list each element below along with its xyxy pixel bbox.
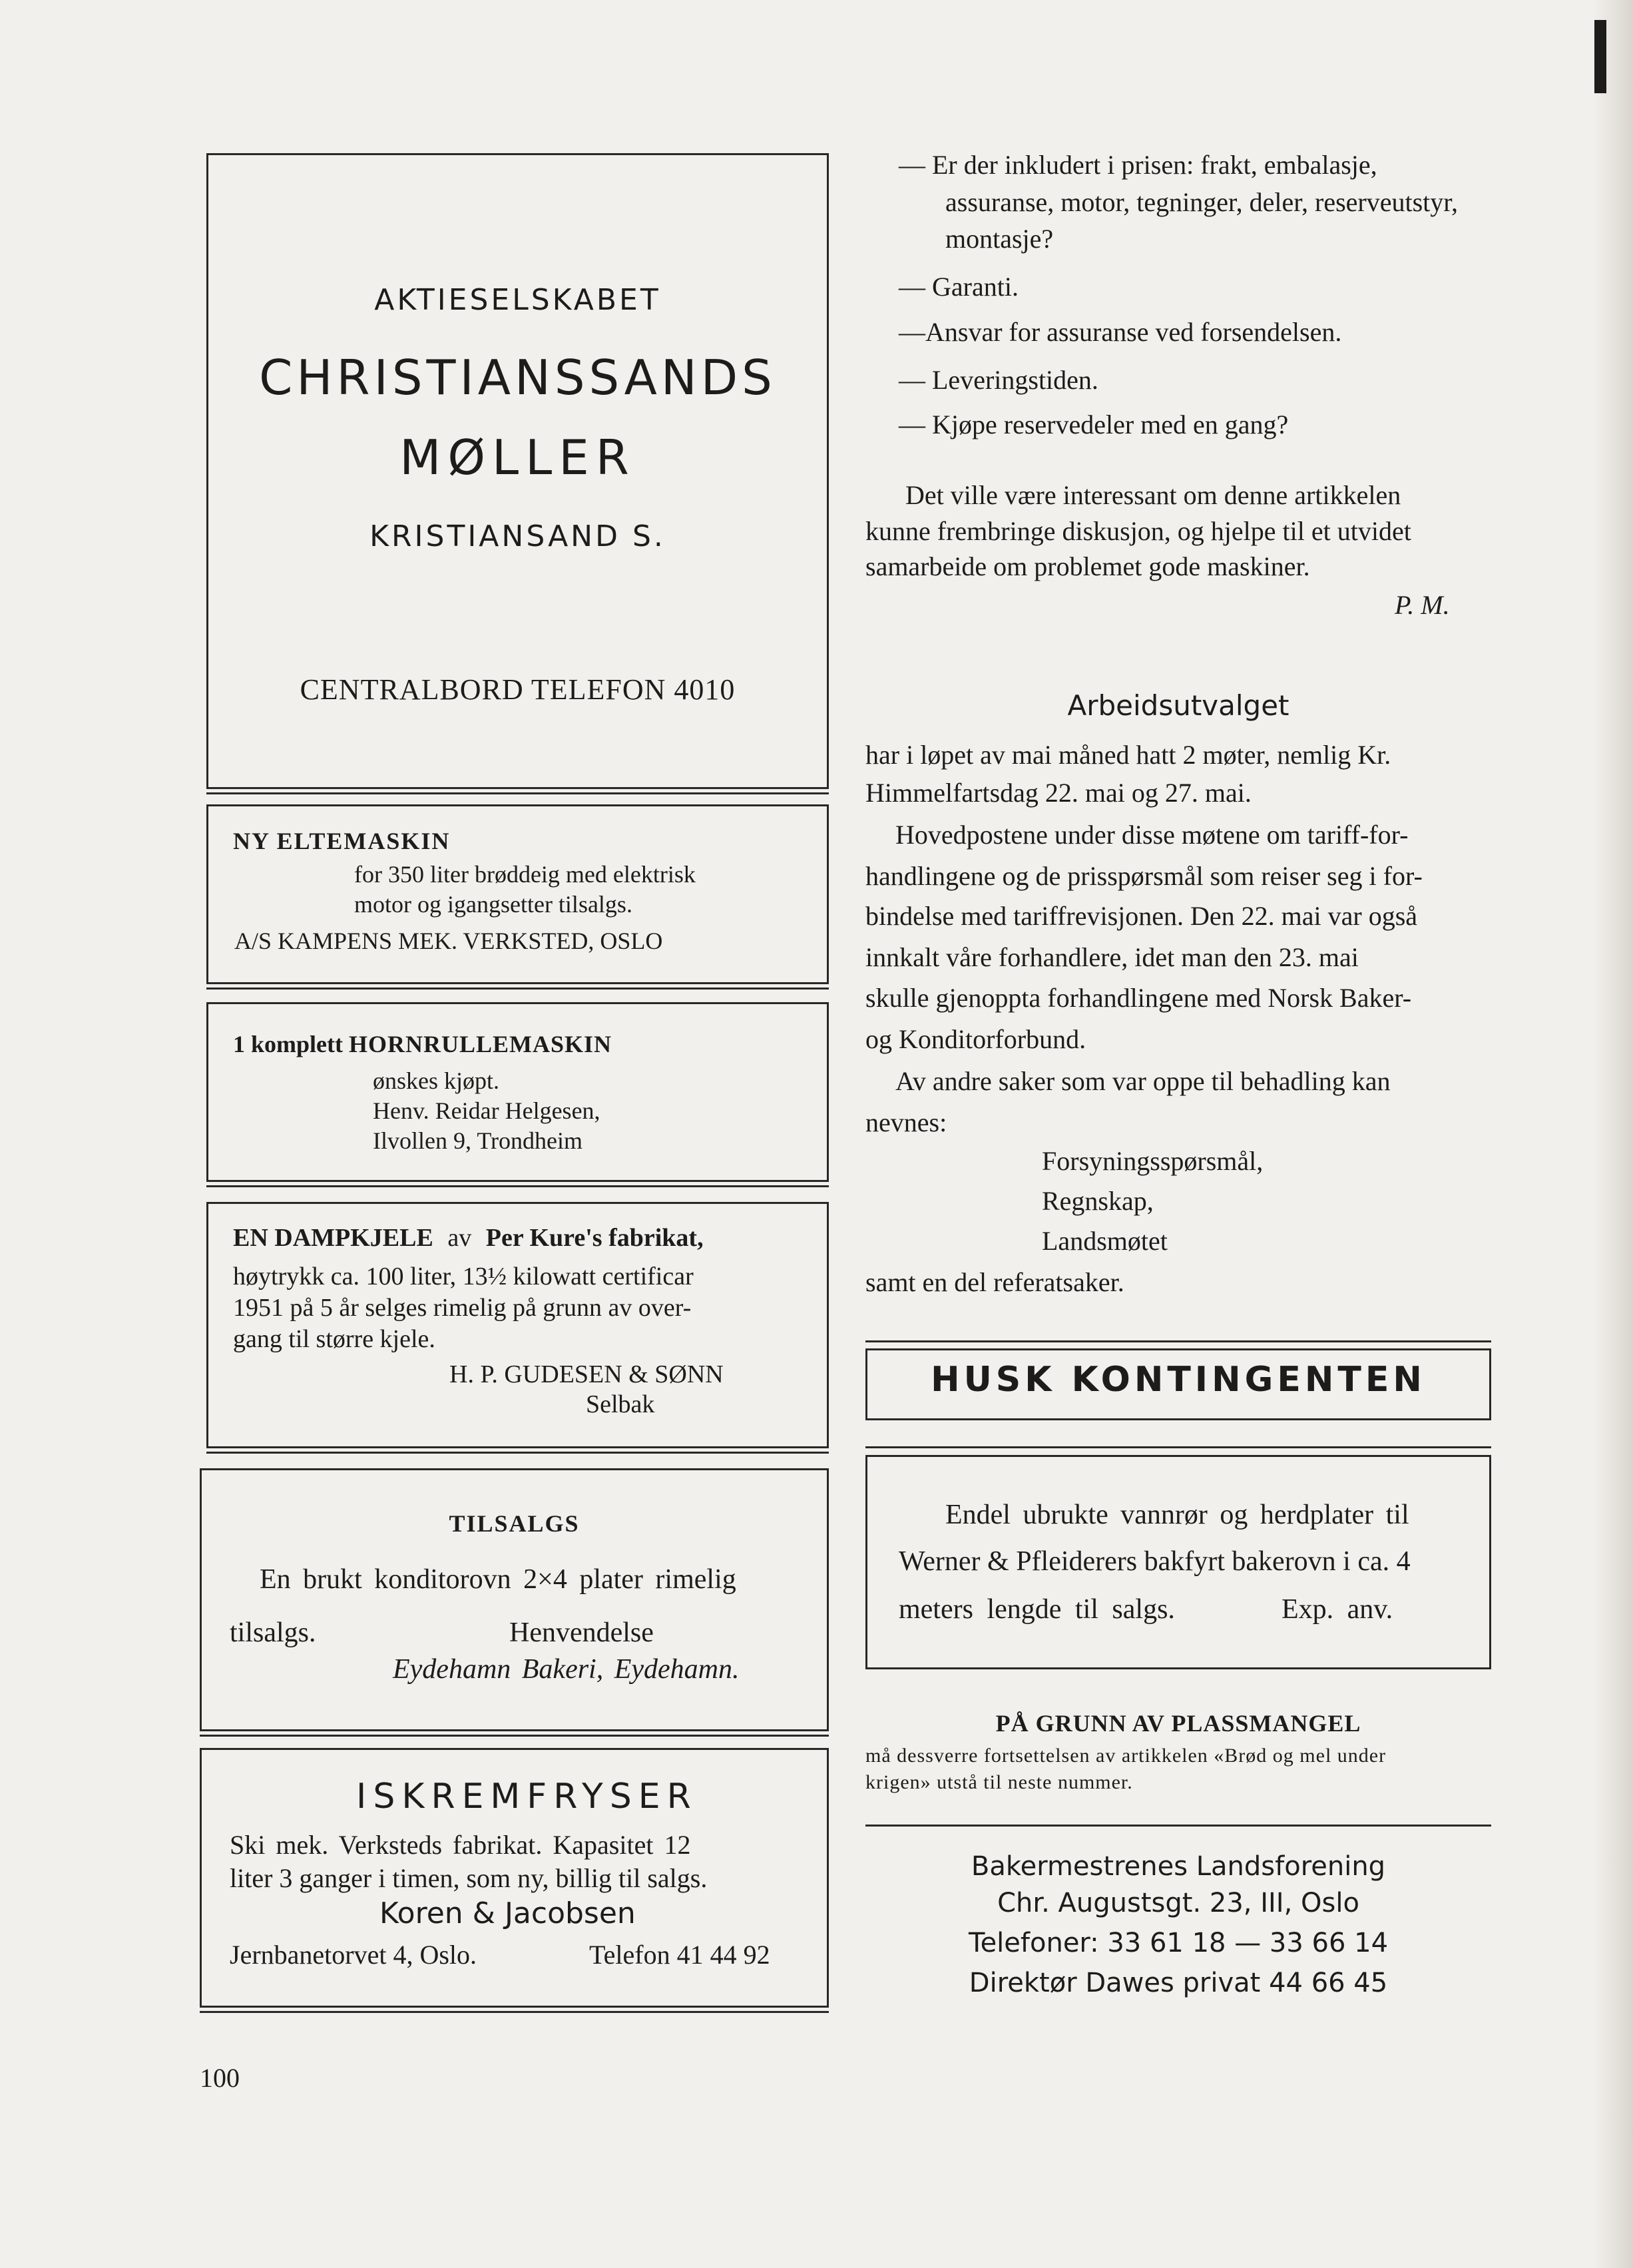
notice-title: PÅ GRUNN AV PLASSMANGEL <box>995 1710 1361 1737</box>
ad-text: høytrykk ca. 100 liter, 13½ kilowatt certificar <box>233 1263 694 1290</box>
text-line: —Ansvar for assuranse ved forsendelsen. <box>899 317 1342 347</box>
section-title: Arbeidsutvalget <box>1067 689 1289 722</box>
ad-company-city: KRISTIANSAND S. <box>369 519 666 553</box>
article-signature: P. M. <box>1395 590 1450 620</box>
corner-mark <box>1594 20 1606 93</box>
ad-text: Henv. Reidar Helgesen, <box>373 1097 600 1124</box>
ad-text: Eydehamn Bakeri, Eydehamn. <box>393 1654 740 1685</box>
text-line: samt en del referatsaker. <box>865 1267 1124 1297</box>
text-line: og Konditorforbund. <box>865 1024 1086 1054</box>
divider <box>206 988 829 990</box>
list-item: Forsyningsspørsmål, <box>1042 1146 1264 1176</box>
text-line: Av andre saker som var oppe til behadling kan <box>895 1066 1391 1096</box>
ad-text: ønskes kjøpt. <box>373 1067 500 1094</box>
ad-title: NY ELTEMASKIN <box>233 828 451 854</box>
text-line: Det ville være interessant om denne artikkelen <box>905 480 1401 510</box>
ad-phone: CENTRALBORD TELEFON 4010 <box>300 673 736 706</box>
text-line: innkalt våre forhandlere, idet man den 23. mai <box>865 942 1359 972</box>
husk-kontingenten: HUSK KONTINGENTEN <box>931 1360 1426 1400</box>
divider <box>200 2011 829 2013</box>
ad-title-mid: av <box>447 1224 472 1252</box>
ad-title-prefix <box>233 1029 612 1059</box>
text-line: kunne frembringe diskusjon, og hjelpe til et utvidet <box>865 516 1411 546</box>
ad-phone: Telefon 41 44 92 <box>589 1940 770 1970</box>
ad-text: gang til større kjele. <box>233 1325 435 1353</box>
notice-text: krigen» utstå til neste nummer. <box>865 1771 1133 1793</box>
ad-title: EN DAMPKJELE <box>233 1224 433 1252</box>
ad-text: Ski mek. Verksteds fabrikat. Kapasitet 12 <box>230 1830 691 1860</box>
ad-text: En brukt konditorovn 2×4 plater rimelig <box>260 1564 736 1595</box>
text-line: bindelse med tariffrevisjonen. Den 22. mai var også <box>865 901 1418 931</box>
text-line: — Er der inkludert i prisen: frakt, embalasje, <box>899 150 1377 180</box>
ad-company-name-2: MØLLER <box>399 429 636 485</box>
text-line: samarbeide om problemet gode maskiner. <box>865 551 1310 581</box>
ad-company: Koren & Jacobsen <box>379 1896 636 1930</box>
divider <box>206 792 829 794</box>
ad-company-type: AKTIESELSKABET <box>374 283 661 317</box>
ad-title-prefix-text: 1 komplett <box>233 1031 343 1057</box>
text-line: Hovedpostene under disse møtene om tariff-for- <box>895 820 1409 850</box>
text-line: nevnes: <box>865 1107 947 1137</box>
page-shadow <box>1593 0 1633 2268</box>
text-line: handlingene og de prisspørsmål som reiser seg i for- <box>865 861 1423 891</box>
ad-title: HORNRULLEMASKIN <box>349 1031 612 1057</box>
ad-signature-place: Selbak <box>586 1390 655 1418</box>
ad-title: TILSALGS <box>449 1510 580 1537</box>
page-number: 100 <box>200 2063 240 2093</box>
ad-title-end: Per Kure's fabrikat, <box>485 1224 704 1252</box>
divider <box>206 1452 829 1454</box>
footer-line: Bakermestrenes Landsforening <box>971 1851 1386 1882</box>
divider <box>865 1825 1491 1827</box>
ad-text: for 350 liter brøddeig med elektrisk <box>354 861 696 888</box>
text-line: skulle gjenoppta forhandlingene med Norsk Baker- <box>865 983 1412 1013</box>
footer-line: Chr. Augustsgt. 23, III, Oslo <box>997 1888 1359 1918</box>
ad-address: Jernbanetorvet 4, Oslo. <box>230 1940 477 1970</box>
divider <box>206 1185 829 1187</box>
ad-signature: A/S KAMPENS MEK. VERKSTED, OSLO <box>234 928 663 954</box>
text-line: — Garanti. <box>899 272 1019 302</box>
text-line: har i løpet av mai måned hatt 2 møter, nemlig Kr. <box>865 740 1391 770</box>
ad-text: tilsalgs. <box>230 1617 316 1648</box>
divider <box>200 1735 829 1737</box>
divider <box>865 1340 1491 1342</box>
text-line: — Kjøpe reservedeler med en gang? <box>899 410 1289 439</box>
text-line: — Leveringstiden. <box>899 365 1098 395</box>
text-line: Himmelfartsdag 22. mai og 27. mai. <box>865 778 1252 808</box>
list-item: Regnskap, <box>1042 1186 1154 1216</box>
list-item: Landsmøtet <box>1042 1226 1168 1256</box>
ad-title-line <box>233 1222 806 1254</box>
ad-text: motor og igangsetter tilsalgs. <box>354 891 632 918</box>
ad-text: meters lengde til salgs. <box>899 1594 1175 1625</box>
ad-company-name: CHRISTIANSSANDS <box>259 350 776 406</box>
notice-text: må dessverre fortsettelsen av artikkelen «Brød og mel under <box>865 1745 1387 1767</box>
ad-text: Henvendelse <box>509 1617 654 1648</box>
ad-text: Exp. anv. <box>1282 1594 1393 1625</box>
ad-text: Werner & Pfleiderers bakfyrt bakerovn i ca. 4 <box>899 1546 1411 1577</box>
ad-text: Endel ubrukte vannrør og herdplater til <box>945 1500 1409 1530</box>
divider <box>865 1446 1491 1448</box>
ad-text: liter 3 ganger i timen, som ny, billig til salgs. <box>230 1863 708 1893</box>
ad-text: Ilvollen 9, Trondheim <box>373 1127 583 1154</box>
ad-text: 1951 på 5 år selges rimelig på grunn av over- <box>233 1294 692 1322</box>
ad-title: ISKREMFRYSER <box>356 1777 698 1817</box>
text-line: assuranse, motor, tegninger, deler, reserveutstyr, <box>945 187 1458 217</box>
footer-line: Direktør Dawes privat 44 66 45 <box>969 1968 1388 1998</box>
footer-line: Telefoner: 33 61 18 — 33 66 14 <box>968 1928 1389 1958</box>
text-line: montasje? <box>945 224 1054 254</box>
ad-signature: H. P. GUDESEN & SØNN <box>449 1360 724 1388</box>
